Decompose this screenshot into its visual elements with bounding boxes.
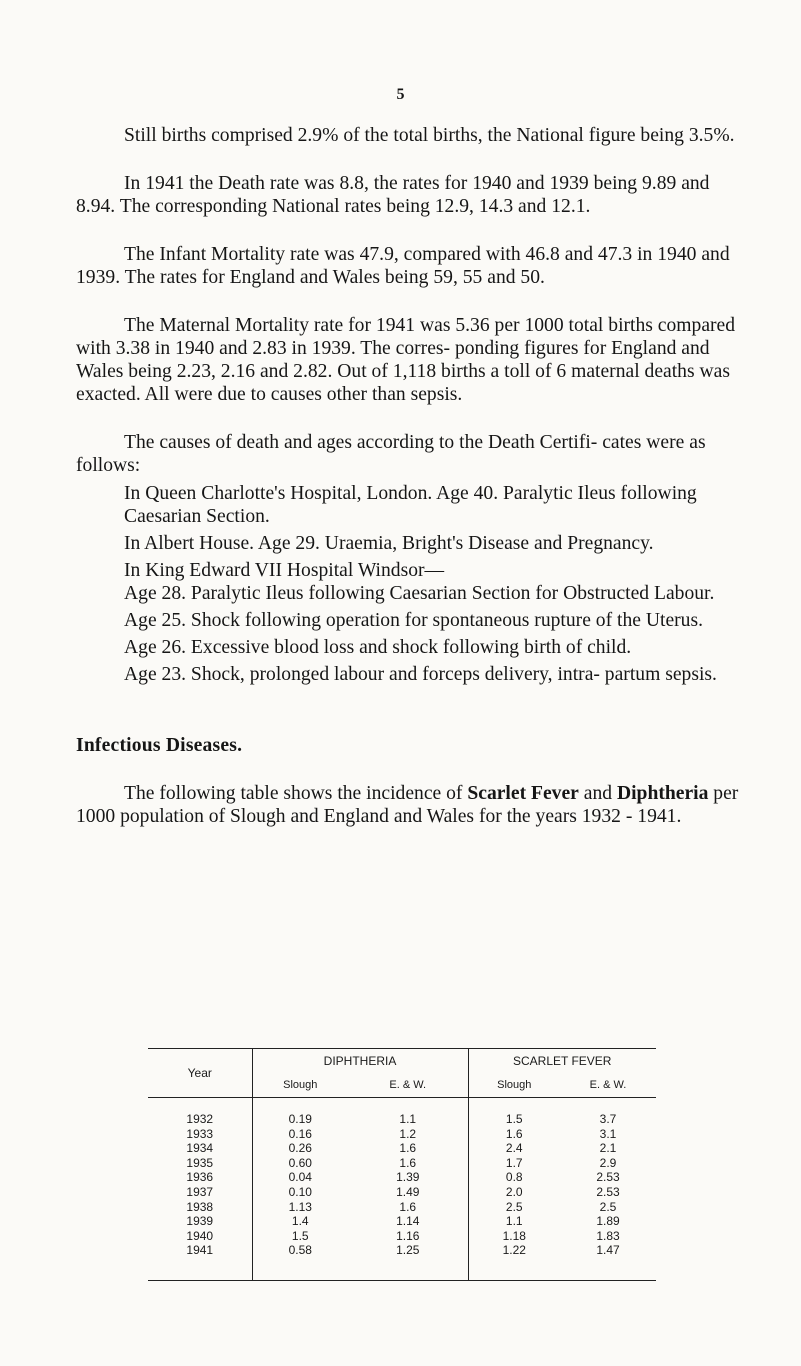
cell-year: 1938 bbox=[186, 1199, 214, 1214]
cause-item: In King Edward VII Hospital Windsor— bbox=[124, 560, 445, 581]
header-diphtheria-ew: E. & W. bbox=[348, 1073, 468, 1098]
table-row bbox=[148, 1127, 656, 1142]
cause-item: In Queen Charlotte's Hospital, London. Age 40. Paralytic Ileus following Caesarian Section. bbox=[124, 483, 697, 527]
cell-scarlet-ew: 3.7 bbox=[599, 1112, 617, 1126]
cell-diphtheria-slough: 1.5 bbox=[252, 1229, 348, 1244]
cell-scarlet-ew: 2.9 bbox=[599, 1155, 617, 1170]
cell-diphtheria-ew: 1.16 bbox=[396, 1228, 420, 1243]
table-row bbox=[148, 1185, 656, 1200]
intro-text: and bbox=[578, 783, 617, 804]
cell-year: 1934 bbox=[186, 1141, 214, 1156]
intro-bold-scarlet-fever: Scarlet Fever bbox=[467, 783, 579, 804]
cell-scarlet-slough: 2.5 bbox=[468, 1200, 560, 1215]
cell-scarlet-ew: 2.53 bbox=[596, 1184, 620, 1199]
cell-diphtheria-slough: 0.58 bbox=[252, 1243, 348, 1280]
page-number: 5 bbox=[396, 86, 405, 103]
cell-scarlet-ew: 2.1 bbox=[599, 1141, 617, 1156]
cause-item: Age 26. Excessive blood loss and shock following birth of child. bbox=[124, 637, 632, 658]
intro-text: The following table shows the incidence of bbox=[124, 783, 468, 804]
cell-scarlet-ew: 3.1 bbox=[599, 1126, 617, 1141]
cell-scarlet-slough: 1.22 bbox=[468, 1243, 560, 1280]
cell-diphtheria-ew: 1.25 bbox=[348, 1243, 468, 1280]
table-row bbox=[148, 1098, 656, 1127]
cell-diphtheria-ew: 1.6 bbox=[399, 1141, 417, 1156]
cell-year: 1933 bbox=[186, 1126, 214, 1141]
cell-diphtheria-ew: 1.49 bbox=[396, 1184, 420, 1199]
table-row bbox=[148, 1156, 656, 1171]
cell-scarlet-ew: 2.5 bbox=[599, 1199, 617, 1214]
cell-scarlet-slough: 0.8 bbox=[468, 1170, 560, 1185]
table-row bbox=[148, 1200, 656, 1215]
cell-scarlet-slough: 2.4 bbox=[468, 1141, 560, 1156]
cell-diphtheria-ew: 1.2 bbox=[399, 1126, 417, 1141]
table-row bbox=[148, 1141, 656, 1156]
cause-item: Age 23. Shock, prolonged labour and forceps delivery, intra- partum sepsis. bbox=[124, 664, 717, 685]
cell-scarlet-ew: 1.47 bbox=[560, 1243, 656, 1280]
cell-year: 1937 bbox=[186, 1184, 214, 1199]
header-year: Year bbox=[148, 1049, 252, 1098]
cell-diphtheria-slough: 0.26 bbox=[252, 1141, 348, 1156]
cell-diphtheria-ew: 1.1 bbox=[399, 1112, 417, 1126]
header-scarlet-slough: Slough bbox=[468, 1073, 560, 1098]
table-row bbox=[148, 1243, 656, 1280]
cell-year: 1935 bbox=[186, 1155, 214, 1170]
cell-year: 1941 bbox=[148, 1243, 252, 1280]
paragraph-infant-mortality: The Infant Mortality rate was 47.9, compared with 46.8 and 47.3 in 1940 and 1939. The rates for England and Wales being 59, 55 and 50. bbox=[76, 244, 730, 288]
cell-diphtheria-slough: 0.10 bbox=[252, 1185, 348, 1200]
intro-text: per 1000 population of Slough and England and Wales for the years 1932 - 1941. bbox=[76, 783, 739, 827]
cell-diphtheria-ew: 1.39 bbox=[396, 1170, 420, 1185]
incidence-table bbox=[148, 1048, 656, 1281]
cell-scarlet-slough: 1.18 bbox=[468, 1229, 560, 1244]
table-row bbox=[148, 1229, 656, 1244]
cell-scarlet-slough: 1.7 bbox=[468, 1156, 560, 1171]
table-row bbox=[148, 1170, 656, 1185]
table-body bbox=[148, 1098, 656, 1281]
paragraph-causes-intro: The causes of death and ages according to the Death Certifi- cates were as follows: bbox=[76, 432, 706, 476]
cell-diphtheria-ew: 1.6 bbox=[399, 1199, 417, 1214]
cause-item: Age 28. Paralytic Ileus following Caesarian Section for Obstructed Labour. bbox=[124, 583, 715, 604]
cell-diphtheria-slough: 1.4 bbox=[252, 1214, 348, 1229]
section-heading-infectious-diseases: Infectious Diseases. bbox=[76, 735, 243, 756]
cell-year: 1939 bbox=[186, 1214, 214, 1229]
table-row bbox=[148, 1214, 656, 1229]
intro-bold-diphtheria: Diphtheria bbox=[616, 783, 709, 804]
cell-scarlet-slough: 1.5 bbox=[468, 1098, 560, 1127]
cell-diphtheria-slough: 0.16 bbox=[252, 1127, 348, 1142]
header-scarlet-fever: SCARLET FEVER bbox=[468, 1049, 656, 1074]
cell-diphtheria-slough: 0.19 bbox=[252, 1098, 348, 1127]
cell-year: 1936 bbox=[186, 1170, 214, 1185]
cause-item: In Albert House. Age 29. Uraemia, Bright's Disease and Pregnancy. bbox=[124, 533, 654, 554]
incidence-table-container bbox=[148, 1048, 656, 1281]
cell-diphtheria-ew: 1.14 bbox=[396, 1214, 420, 1229]
cell-scarlet-ew: 2.53 bbox=[596, 1170, 620, 1185]
cell-diphtheria-ew: 1.6 bbox=[399, 1155, 417, 1170]
cause-item: Age 25. Shock following operation for spontaneous rupture of the Uterus. bbox=[124, 610, 703, 631]
cell-diphtheria-slough: 0.60 bbox=[252, 1156, 348, 1171]
cell-scarlet-slough: 2.0 bbox=[468, 1185, 560, 1200]
body-text bbox=[76, 124, 744, 853]
cell-scarlet-ew: 1.89 bbox=[596, 1214, 620, 1229]
paragraph-still-births: Still births comprised 2.9% of the total births, the National figure being 3.5%. bbox=[124, 125, 735, 146]
cell-year: 1940 bbox=[186, 1228, 214, 1243]
paragraph-death-rate: In 1941 the Death rate was 8.8, the rates for 1940 and 1939 being 9.89 and 8.94. The corresponding National rates being 12.9, 14.3 and 12.1. bbox=[76, 173, 710, 217]
paragraph-table-intro bbox=[76, 782, 744, 828]
cell-scarlet-slough: 1.1 bbox=[468, 1214, 560, 1229]
header-scarlet-ew: E. & W. bbox=[560, 1073, 656, 1098]
cell-scarlet-ew: 1.83 bbox=[596, 1228, 620, 1243]
header-diphtheria-slough: Slough bbox=[252, 1073, 348, 1098]
cell-scarlet-slough: 1.6 bbox=[468, 1127, 560, 1142]
cell-diphtheria-slough: 1.13 bbox=[252, 1200, 348, 1215]
cell-year: 1932 bbox=[186, 1112, 214, 1126]
header-diphtheria: DIPHTHERIA bbox=[252, 1049, 468, 1074]
paragraph-maternal-mortality: The Maternal Mortality rate for 1941 was 5.36 per 1000 total births compared with 3.38 in 1940 and 2.83 in 1939. The corres- ponding figures for England and Wales being 2.23, 2.16 and 2.82. Out of 1,118 births a toll of 6 maternal deaths was exacted. All were due to causes other than sepsis. bbox=[76, 315, 736, 405]
cell-diphtheria-slough: 0.04 bbox=[252, 1170, 348, 1185]
